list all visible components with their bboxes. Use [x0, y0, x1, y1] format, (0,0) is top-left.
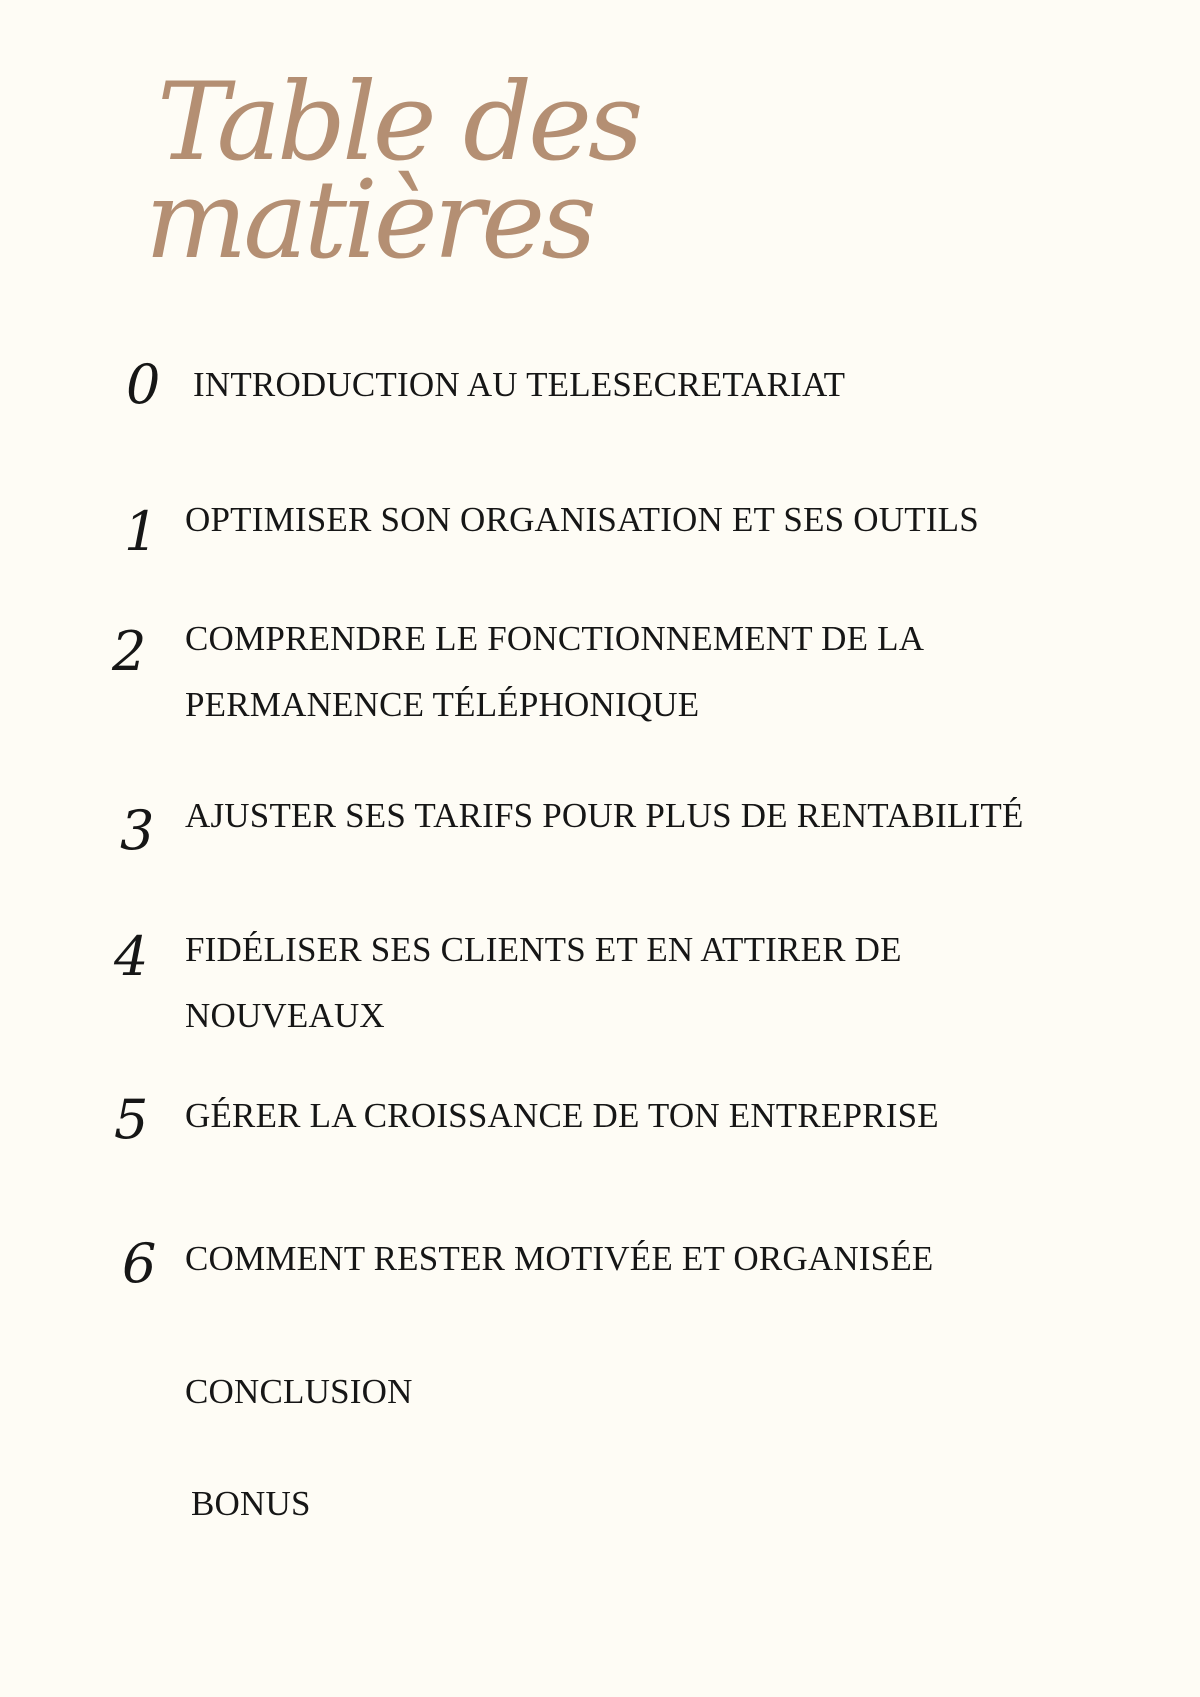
toc-entry-5: [0, 1088, 1200, 1213]
toc-label: OPTIMISER SON ORGANISATION ET SES OUTILS: [185, 500, 979, 539]
toc-number: 6: [122, 1232, 157, 1295]
toc-entry-3: [0, 796, 1200, 924]
toc-label: COMMENT RESTER MOTIVÉE ET ORGANISÉE: [185, 1239, 934, 1278]
toc-label: INTRODUCTION AU TELESECRETARIAT: [193, 365, 846, 404]
toc-label: AJUSTER SES TARIFS POUR PLUS DE RENTABILITÉ: [185, 796, 1024, 835]
toc-number: 5: [114, 1088, 149, 1151]
page-title-line-1: Table des: [157, 60, 640, 185]
toc-number: 2: [112, 620, 147, 683]
toc-label: BONUS: [191, 1484, 311, 1523]
toc-label: COMPRENDRE LE FONCTIONNEMENT DE LA: [185, 619, 925, 658]
toc-number: 4: [114, 925, 149, 988]
toc-label-continued: PERMANENCE TÉLÉPHONIQUE: [185, 685, 700, 724]
toc-label-continued: NOUVEAUX: [185, 996, 385, 1035]
toc-label: GÉRER LA CROISSANCE DE TON ENTREPRISE: [185, 1096, 939, 1135]
toc-entry-2: [0, 619, 1200, 745]
toc-number: 0: [126, 353, 161, 416]
toc-number: 3: [120, 799, 155, 862]
toc-entry-bonus: [0, 1471, 1200, 1591]
page-title-line-2: matières: [145, 158, 593, 283]
toc-label: FIDÉLISER SES CLIENTS ET EN ATTIRER DE: [185, 930, 902, 969]
toc-number: 1: [124, 500, 159, 563]
toc-entry-conclusion: [0, 1359, 1200, 1479]
page-title: [145, 60, 640, 283]
toc-entry-4: [0, 925, 1200, 1050]
toc-entry-6: [0, 1232, 1200, 1357]
toc-entry-0: [0, 353, 1200, 478]
toc-label: CONCLUSION: [185, 1372, 413, 1411]
